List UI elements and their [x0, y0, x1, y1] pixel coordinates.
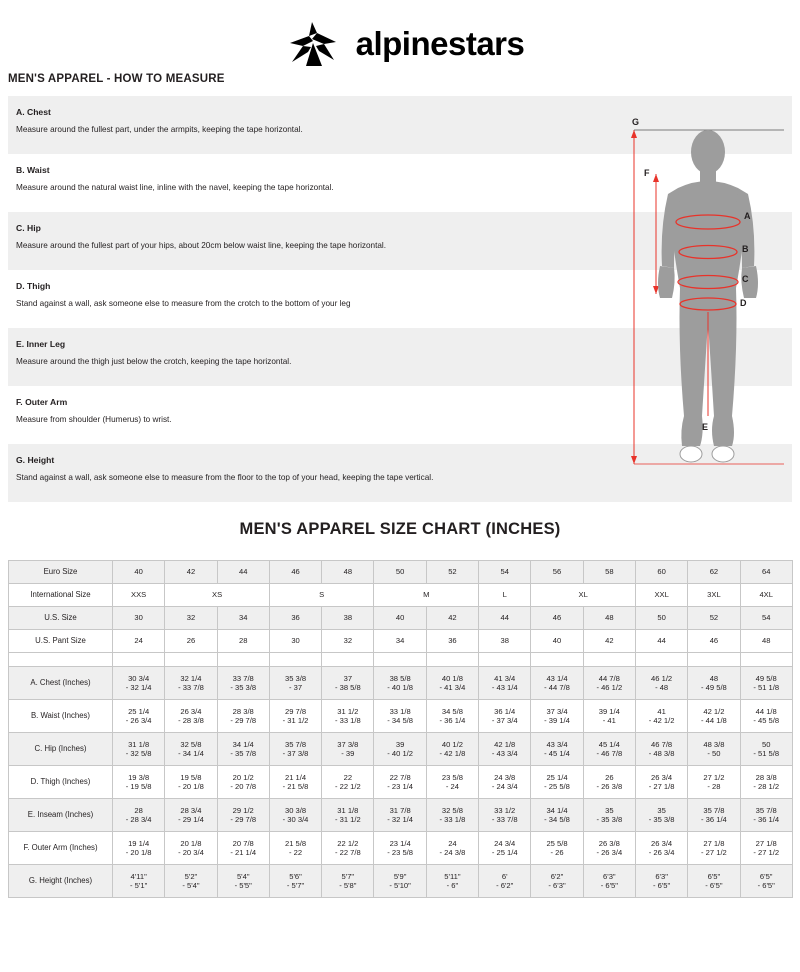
size-table	[8, 560, 793, 898]
alpinestars-star-icon	[276, 20, 350, 70]
row-label: C. Hip (Inches)	[9, 733, 113, 766]
cell: 21 5/8 - 22	[269, 832, 321, 865]
cell: 19 1/4 - 20 1/8	[113, 832, 165, 865]
row-label: A. Chest (Inches)	[9, 667, 113, 700]
page-title: MEN'S APPAREL - HOW TO MEASURE	[8, 73, 225, 85]
cell	[635, 653, 687, 667]
cell: 26 3/4 - 27 1/8	[635, 766, 687, 799]
cell	[426, 653, 478, 667]
cell	[479, 653, 531, 667]
cell: 60	[635, 561, 687, 584]
cell: 25 5/8 - 26	[531, 832, 583, 865]
measure-desc: Measure from shoulder (Humerus) to wrist.	[16, 415, 172, 424]
cell: 20 7/8 - 21 1/4	[217, 832, 269, 865]
cell: 33 1/8 - 34 5/8	[374, 700, 426, 733]
cell: 31 7/8 - 32 1/4	[374, 799, 426, 832]
measure-title: G. Height	[16, 455, 55, 465]
cell: M	[374, 584, 479, 607]
cell: 6'3" - 6'5"	[583, 865, 635, 898]
cell: 26 3/8 - 26 3/4	[583, 832, 635, 865]
cell: 28	[217, 630, 269, 653]
cell: 48 3/8 - 50	[688, 733, 740, 766]
cell: 22 7/8 - 23 1/4	[374, 766, 426, 799]
figure-label-f: F	[644, 168, 650, 178]
cell: 31 1/8 - 31 1/2	[322, 799, 374, 832]
body-measure-diagram	[612, 116, 792, 476]
cell: 42	[583, 630, 635, 653]
cell: 5'6" - 5'7"	[269, 865, 321, 898]
cell: 32	[322, 630, 374, 653]
cell: 44	[635, 630, 687, 653]
table-row-hip	[9, 733, 793, 766]
figure-label-c: C	[742, 274, 749, 284]
cell: 28 3/8 - 28 1/2	[740, 766, 792, 799]
cell: 35 3/8 - 37	[269, 667, 321, 700]
cell: 48	[322, 561, 374, 584]
cell: 28 - 28 3/4	[113, 799, 165, 832]
cell: 52	[426, 561, 478, 584]
cell: 29 7/8 - 31 1/2	[269, 700, 321, 733]
measure-desc: Measure around the natural waist line, inline with the navel, keeping the tape horizontal.	[16, 183, 334, 192]
cell: 40 1/8 - 41 3/4	[426, 667, 478, 700]
cell: 33 7/8 - 35 3/8	[217, 667, 269, 700]
cell: 39 - 40 1/2	[374, 733, 426, 766]
measure-title: D. Thigh	[16, 281, 51, 291]
table-row-chest	[9, 667, 793, 700]
cell: 42 1/2 - 44 1/8	[688, 700, 740, 733]
table-row-waist	[9, 700, 793, 733]
cell: 26 3/4 - 26 3/4	[635, 832, 687, 865]
cell: 27 1/8 - 27 1/2	[740, 832, 792, 865]
cell: 56	[531, 561, 583, 584]
cell: 26	[165, 630, 217, 653]
cell	[9, 653, 113, 667]
cell: 48 - 49 5/8	[688, 667, 740, 700]
cell: 22 1/2 - 22 7/8	[322, 832, 374, 865]
brand-logo	[0, 16, 800, 74]
cell: 42	[426, 607, 478, 630]
measure-title: A. Chest	[16, 107, 51, 117]
cell: XXS	[113, 584, 165, 607]
cell: 34 1/4 - 34 5/8	[531, 799, 583, 832]
row-label: Euro Size	[9, 561, 113, 584]
cell: 50 - 51 5/8	[740, 733, 792, 766]
row-label: B. Waist (Inches)	[9, 700, 113, 733]
row-label: G. Height (Inches)	[9, 865, 113, 898]
cell	[217, 653, 269, 667]
measure-desc: Stand against a wall, ask someone else to measure from the crotch to the bottom of your leg	[16, 299, 351, 308]
row-label: U.S. Pant Size	[9, 630, 113, 653]
brand-name: alpinestars	[355, 24, 525, 62]
cell: 31 1/8 - 32 5/8	[113, 733, 165, 766]
cell: 35 - 35 3/8	[635, 799, 687, 832]
cell	[269, 653, 321, 667]
row-label: U.S. Size	[9, 607, 113, 630]
cell: 40	[374, 607, 426, 630]
how-to-measure-block	[8, 96, 792, 502]
measure-title: B. Waist	[16, 165, 50, 175]
cell: 40	[531, 630, 583, 653]
measure-desc: Measure around the fullest part, under the armpits, keeping the tape horizontal.	[16, 125, 303, 134]
cell: 32 5/8 - 33 1/8	[426, 799, 478, 832]
cell: 6' - 6'2"	[479, 865, 531, 898]
cell: L	[479, 584, 531, 607]
cell: 39 1/4 - 41	[583, 700, 635, 733]
figure-label-d: D	[740, 298, 747, 308]
cell: 35 7/8 - 36 1/4	[740, 799, 792, 832]
cell: 36 1/4 - 37 3/4	[479, 700, 531, 733]
table-row-international-size	[9, 584, 793, 607]
measure-title: E. Inner Leg	[16, 339, 66, 349]
cell: 34 1/4 - 35 7/8	[217, 733, 269, 766]
cell: 6'2" - 6'3"	[531, 865, 583, 898]
cell: 36	[426, 630, 478, 653]
cell: 44	[479, 607, 531, 630]
cell: 30 3/4 - 32 1/4	[113, 667, 165, 700]
cell: 52	[688, 607, 740, 630]
cell: 48	[740, 630, 792, 653]
cell: 42 1/8 - 43 3/4	[479, 733, 531, 766]
row-label: D. Thigh (Inches)	[9, 766, 113, 799]
cell: 37 3/8 - 39	[322, 733, 374, 766]
cell: 54	[740, 607, 792, 630]
cell: 54	[479, 561, 531, 584]
cell: 35 7/8 - 37 3/8	[269, 733, 321, 766]
cell: XS	[165, 584, 270, 607]
measure-desc: Stand against a wall, ask someone else to measure from the floor to the top of your head, keeping the tape vertical.	[16, 473, 434, 482]
cell: 24 - 24 3/8	[426, 832, 478, 865]
cell: 27 1/8 - 27 1/2	[688, 832, 740, 865]
cell: 42	[165, 561, 217, 584]
cell: 19 3/8 - 19 5/8	[113, 766, 165, 799]
cell: S	[269, 584, 374, 607]
cell: 32 1/4 - 33 7/8	[165, 667, 217, 700]
cell: 45 1/4 - 46 7/8	[583, 733, 635, 766]
cell: 49 5/8 - 51 1/8	[740, 667, 792, 700]
cell: 26 3/4 - 28 3/8	[165, 700, 217, 733]
cell: 5'11" - 6"	[426, 865, 478, 898]
table-row-spacer	[9, 653, 793, 667]
cell: 20 1/8 - 20 3/4	[165, 832, 217, 865]
measure-desc: Measure around the fullest part of your hips, about 20cm below waist line, keeping the tape horizontal.	[16, 241, 387, 250]
cell: 46	[531, 607, 583, 630]
cell: 4'11" - 5'1"	[113, 865, 165, 898]
measure-desc: Measure around the thigh just below the crotch, keeping the tape horizontal.	[16, 357, 292, 366]
cell	[322, 653, 374, 667]
row-label: E. Inseam (Inches)	[9, 799, 113, 832]
cell: 31 1/2 - 33 1/8	[322, 700, 374, 733]
cell: 24	[113, 630, 165, 653]
cell: 24 3/8 - 24 3/4	[479, 766, 531, 799]
cell: 34	[217, 607, 269, 630]
table-row-euro-size	[9, 561, 793, 584]
cell: 3XL	[688, 584, 740, 607]
cell: 41 - 42 1/2	[635, 700, 687, 733]
cell: 5'7" - 5'8"	[322, 865, 374, 898]
cell: 38 5/8 - 40 1/8	[374, 667, 426, 700]
cell: 58	[583, 561, 635, 584]
cell: 29 1/2 - 29 7/8	[217, 799, 269, 832]
table-row-height	[9, 865, 793, 898]
cell: 26 - 26 3/8	[583, 766, 635, 799]
cell: 64	[740, 561, 792, 584]
cell: 19 5/8 - 20 1/8	[165, 766, 217, 799]
cell: 5'9" - 5'10"	[374, 865, 426, 898]
cell: 46	[269, 561, 321, 584]
cell: 35 - 35 3/8	[583, 799, 635, 832]
cell: 50	[374, 561, 426, 584]
cell: 24 3/4 - 25 1/4	[479, 832, 531, 865]
cell: 32	[165, 607, 217, 630]
cell: 21 1/4 - 21 5/8	[269, 766, 321, 799]
cell	[165, 653, 217, 667]
cell: 5'2" - 5'4"	[165, 865, 217, 898]
cell: 41 3/4 - 43 1/4	[479, 667, 531, 700]
cell: XL	[531, 584, 636, 607]
cell: 40	[113, 561, 165, 584]
figure-label-b: B	[742, 244, 749, 254]
cell: 5'4" - 5'5"	[217, 865, 269, 898]
measure-title: F. Outer Arm	[16, 397, 68, 407]
cell	[113, 653, 165, 667]
cell: 37 - 38 5/8	[322, 667, 374, 700]
cell: 35 7/8 - 36 1/4	[688, 799, 740, 832]
figure-label-a: A	[744, 211, 751, 221]
cell: 28 3/4 - 29 1/4	[165, 799, 217, 832]
cell: 6'5" - 6'5"	[740, 865, 792, 898]
cell: 32 5/8 - 34 1/4	[165, 733, 217, 766]
cell: 37 3/4 - 39 1/4	[531, 700, 583, 733]
cell: 46 7/8 - 48 3/8	[635, 733, 687, 766]
cell: 20 1/2 - 20 7/8	[217, 766, 269, 799]
cell: 4XL	[740, 584, 792, 607]
cell: 44	[217, 561, 269, 584]
cell	[374, 653, 426, 667]
cell: 30	[269, 630, 321, 653]
cell	[688, 653, 740, 667]
cell	[740, 653, 792, 667]
cell: 6'5" - 6'5"	[688, 865, 740, 898]
cell: 48	[583, 607, 635, 630]
cell: 27 1/2 - 28	[688, 766, 740, 799]
cell: 33 1/2 - 33 7/8	[479, 799, 531, 832]
cell: 38	[322, 607, 374, 630]
cell: XXL	[635, 584, 687, 607]
cell: 38	[479, 630, 531, 653]
cell	[583, 653, 635, 667]
cell: 30	[113, 607, 165, 630]
cell: 43 3/4 - 45 1/4	[531, 733, 583, 766]
cell: 22 - 22 1/2	[322, 766, 374, 799]
table-row-outer-arm	[9, 832, 793, 865]
figure-label-g: G	[632, 117, 640, 127]
table-row-inseam	[9, 799, 793, 832]
cell: 23 5/8 - 24	[426, 766, 478, 799]
cell: 50	[635, 607, 687, 630]
cell: 44 7/8 - 46 1/2	[583, 667, 635, 700]
cell: 40 1/2 - 42 1/8	[426, 733, 478, 766]
cell: 43 1/4 - 44 7/8	[531, 667, 583, 700]
table-row-us-size	[9, 607, 793, 630]
cell: 30 3/8 - 30 3/4	[269, 799, 321, 832]
cell: 25 1/4 - 26 3/4	[113, 700, 165, 733]
row-label: F. Outer Arm (Inches)	[9, 832, 113, 865]
cell: 25 1/4 - 25 5/8	[531, 766, 583, 799]
figure-label-e: E	[702, 422, 709, 432]
row-label: International Size	[9, 584, 113, 607]
cell: 34	[374, 630, 426, 653]
table-row-us-pant-size	[9, 630, 793, 653]
cell: 62	[688, 561, 740, 584]
cell: 6'3" - 6'5"	[635, 865, 687, 898]
cell: 46 1/2 - 48	[635, 667, 687, 700]
size-chart-heading: MEN'S APPAREL SIZE CHART (INCHES)	[239, 520, 561, 538]
measure-title: C. Hip	[16, 223, 41, 233]
cell: 44 1/8 - 45 5/8	[740, 700, 792, 733]
cell	[531, 653, 583, 667]
cell: 28 3/8 - 29 7/8	[217, 700, 269, 733]
cell: 46	[688, 630, 740, 653]
cell: 34 5/8 - 36 1/4	[426, 700, 478, 733]
cell: 36	[269, 607, 321, 630]
table-row-thigh	[9, 766, 793, 799]
size-table-wrap	[8, 560, 792, 898]
cell: 23 1/4 - 23 5/8	[374, 832, 426, 865]
